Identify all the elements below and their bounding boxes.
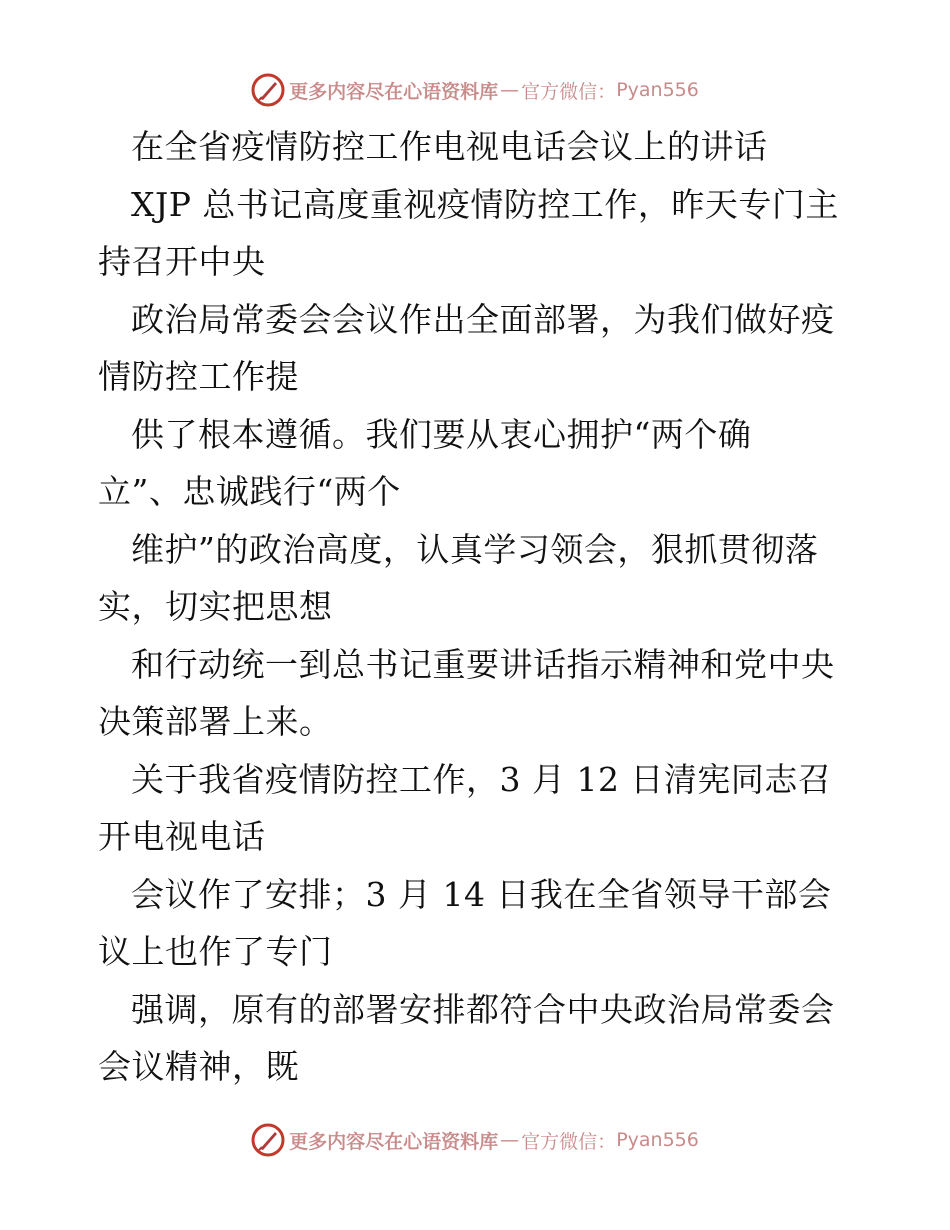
text-line-16: 强调，原有的部署安排都符合中央政治局常委会 xyxy=(98,989,835,1029)
text-line-9: 实，切实把思想 xyxy=(98,587,333,626)
watermark-label: 官方微信： xyxy=(521,1130,617,1153)
text-line-6: 供了根本遵循。我们要从衷心拥护“两个确 xyxy=(98,414,752,454)
watermark-text: 更多内容尽在心语资料库 xyxy=(289,80,499,103)
text-line-8: 维护”的政治高度，认真学习领会，狠抓贯彻落 xyxy=(98,529,819,569)
text-line-1: 在全省疫情防控工作电视电话会议上的讲话 xyxy=(98,127,768,166)
text-line-10: 和行动统一到总书记重要讲话指示精神和党中央 xyxy=(98,644,835,684)
text-line-4: 政治局常委会会议作出全面部署，为我们做好疫 xyxy=(98,299,835,339)
text-line-17: 会议精神，既 xyxy=(98,1047,299,1086)
text-line-3: 持召开中央 xyxy=(98,242,266,281)
text-line-14: 会议作了安排；3 月 14 日我在全省领导干部会 xyxy=(98,874,832,914)
watermark-text: 更多内容尽在心语资料库 xyxy=(289,1130,499,1153)
watermark-id: Pyan556 xyxy=(616,79,699,101)
watermark-separator: — xyxy=(500,1129,520,1151)
watermark-label: 官方微信： xyxy=(521,80,617,103)
text-line-7: 立”、忠诚践行“两个 xyxy=(98,472,401,511)
header-watermark xyxy=(0,70,950,110)
watermark-id: Pyan556 xyxy=(616,1129,699,1151)
text-line-11: 决策部署上来。 xyxy=(98,702,333,741)
text-line-5: 情防控工作提 xyxy=(98,357,299,396)
document-body xyxy=(98,118,878,1096)
quill-logo-icon xyxy=(251,1123,285,1157)
text-line-12: 关于我省疫情防控工作，3 月 12 日清宪同志召 xyxy=(98,759,832,799)
watermark-separator: — xyxy=(500,79,520,101)
footer-watermark xyxy=(0,1120,950,1160)
text-line-15: 议上也作了专门 xyxy=(98,932,333,971)
text-line-13: 开电视电话 xyxy=(98,817,266,856)
text-line-2: XJP 总书记高度重视疫情防控工作，昨天专门主 xyxy=(98,184,839,224)
quill-logo-icon xyxy=(251,73,285,107)
